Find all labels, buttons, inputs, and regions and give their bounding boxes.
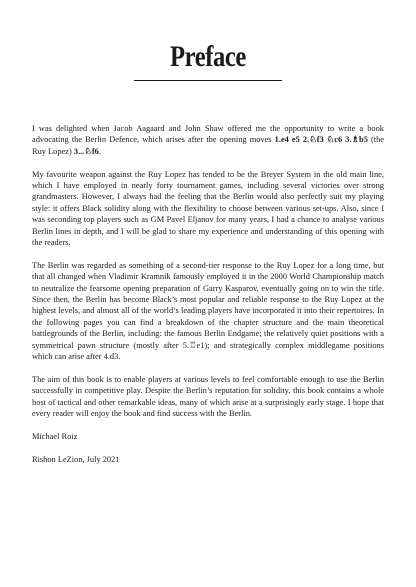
page-title: Preface (170, 40, 246, 73)
paragraph-1-text: I was delighted when Jacob Aagaard and John Shaw offered me the opportunity to write a book advocating the Berlin Defence, which arises after the opening moves (32, 124, 384, 145)
author-name: Michael Roiz (32, 431, 78, 441)
berlin-move: 3...♘f6 (73, 146, 99, 156)
paragraph-1-end: . (98, 146, 101, 156)
preface-body (32, 123, 384, 477)
paragraph-1 (32, 123, 384, 157)
paragraph-2: My favourite weapon against the Ruy Lopez has tended to be the Breyer System in the old main line, which I have employed in nearly forty tournament games, including several victories over strong grandmasters. However, I always had the feeling that the Berlin would also perfectly suit my playing style: it offers Black solidity along with the flexibility to choose between various set-ups. Also, since I was seconding top players such as GM Pavel Eljanov for many years, I had a chance to analyse various Berlin lines in depth, and I will be glad to share my experience and understanding of this opening with the readers. (32, 169, 384, 248)
place-date: Rishon LeZion, July 2021 (32, 454, 120, 464)
paragraph-1-mid: (the Ruy Lopez) (32, 135, 384, 156)
title-underline (134, 80, 282, 81)
opening-moves: 1.e4 e5 2.♘f3 ♘c6 3.♗b5 (274, 135, 368, 145)
paragraph-4: The aim of this book is to enable players at various levels to feel comfortable enough to use the Berlin successfully in competitive play. Despite the Berlin’s reputation for solidity, this book contains a whole host of tactical and other remarkable ideas, many of which arise at a surprisingly early stage. I hope that every reader will enjoy the book and find success with the Berlin. (32, 374, 384, 419)
paragraph-3: The Berlin was regarded as something of a second-tier response to the Ruy Lopez for a long time, but that all changed when Vladimir Kramnik famously employed it in the 2000 World Championship match to neutralize the fearsome opening preparation of Garry Kasparov, eventually going on to win the title. Since then, the Berlin has become Black’s most popular and reliable response to the Ruy Lopez at the highest levels, and almost all of the world’s leading players have incorporated it into their repertoires. In the following pages you can find a breakdown of the chapter structure and the main theoretical battlegrounds of the Berlin, including: the famous Berlin Endgame; the relatively quiet positions with a symmetrical pawn structure (mostly after 5.♖e1); and strategically complex middlegame positions which can arise after 4.d3. (32, 260, 384, 362)
